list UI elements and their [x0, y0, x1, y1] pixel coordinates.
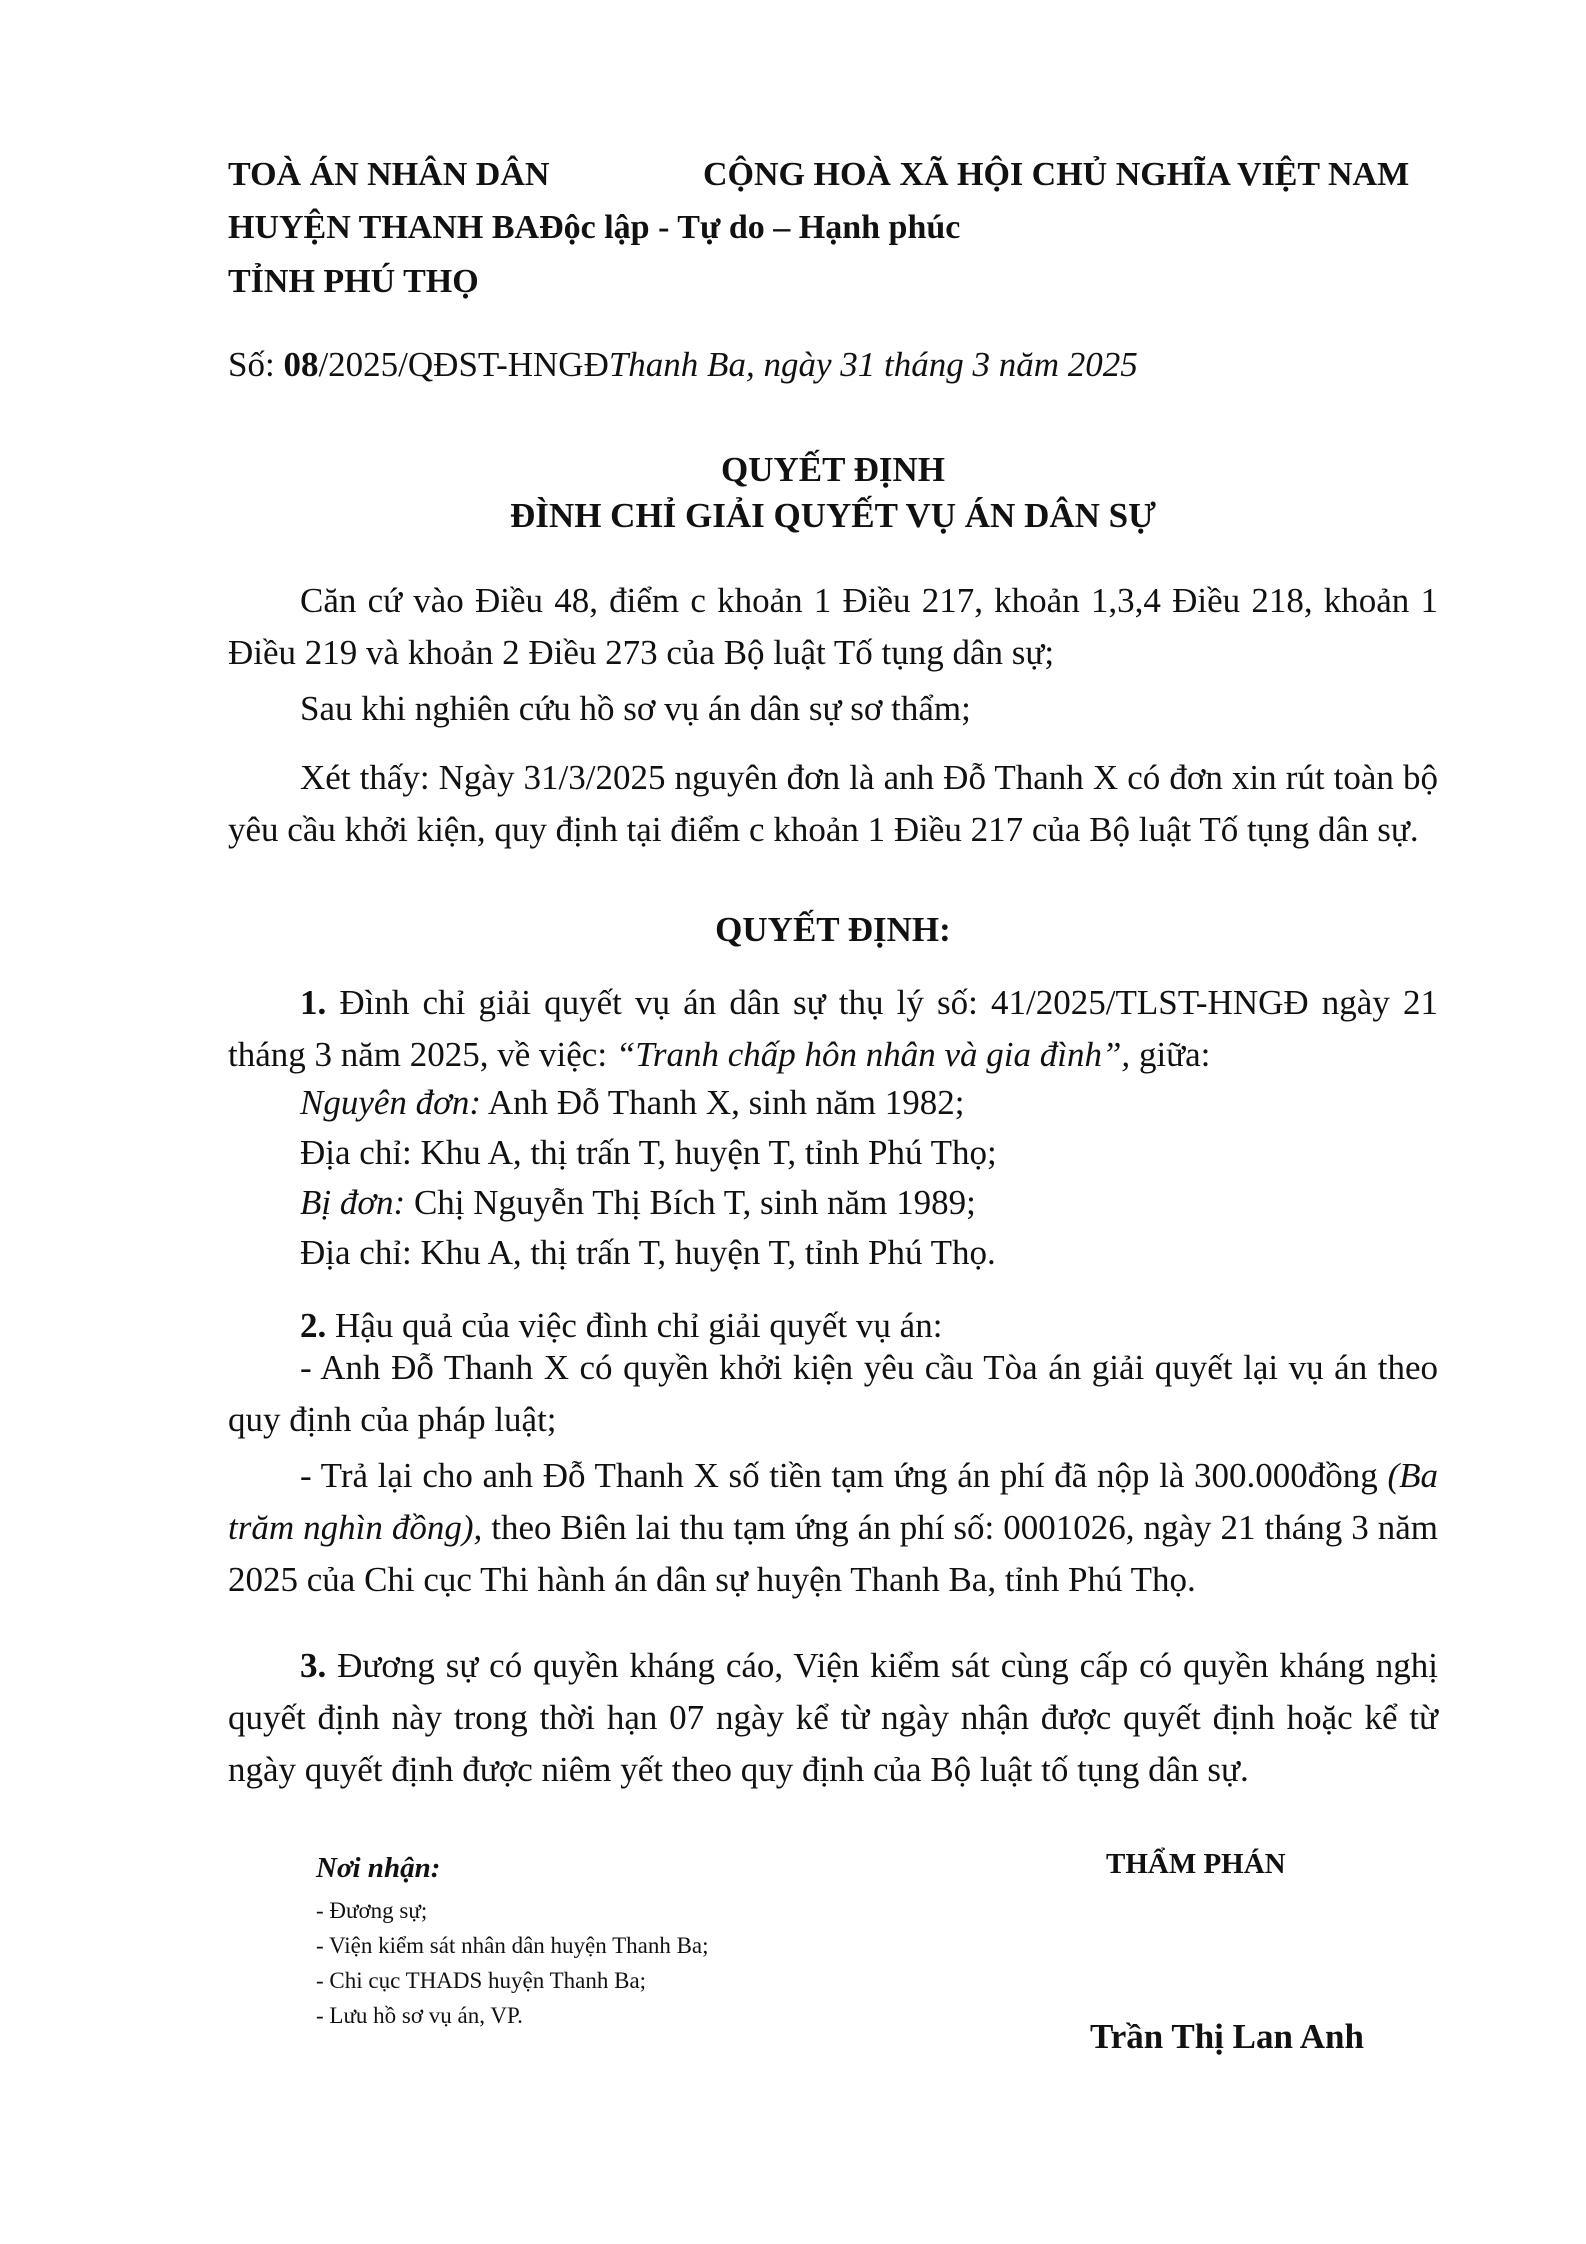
court-name: TOÀ ÁN NHÂN DÂN [228, 156, 550, 193]
national-motto: Độc lập - Tự do – Hạnh phúc [539, 209, 961, 246]
reference-line [228, 345, 1138, 385]
findings: Xét thấy: Ngày 31/3/2025 nguyên đơn là anh Đỗ Thanh X có đơn xin rút toàn bộ yêu cầu khởi kiện, quy định tại điểm c khoản 1 Điều 217 của Bộ luật Tố tụng dân sự. [228, 758, 1438, 849]
ref-code: /2025/QĐST-HNGĐ [318, 345, 609, 384]
recipient-item: - Viện kiểm sát nhân dân huyện Thanh Ba; [316, 1933, 709, 1958]
plaintiff-value: Anh Đỗ Thanh X, sinh năm 1982; [481, 1083, 965, 1122]
plaintiff-address: Địa chỉ: Khu A, thị trấn T, huyện T, tỉnh Phú Thọ; [300, 1133, 997, 1172]
decision-item-1 [228, 977, 1438, 1081]
item-1-number: 1. [300, 983, 327, 1022]
ref-number: 08 [283, 345, 319, 384]
item-1-tail: giữa: [1130, 1035, 1211, 1074]
consequence-2-tail: theo Biên lai thu tạm ứng án phí số: 0001026, ngày 21 tháng 3 năm 2025 của Chi cục Thi hành án dân sự huyện Thanh Ba, tỉnh Phú Thọ. [228, 1508, 1438, 1599]
consequence-2 [228, 1450, 1438, 1606]
item-1-text: Đình chỉ giải quyết vụ án dân sự thụ lý số: 41/2025/TLST-HNGĐ ngày 21 tháng 3 năm 2025, về việc: [228, 983, 1438, 1074]
defendant-value: Chị Nguyễn Thị Bích T, sinh năm 1989; [405, 1183, 976, 1222]
court-district-name: HUYỆN THANH BA [228, 209, 540, 246]
item-3-number: 3. [300, 1646, 327, 1685]
review-note: Sau khi nghiên cứu hồ sơ vụ án dân sự sơ thẩm; [300, 689, 971, 728]
decision-heading: QUYẾT ĐỊNH: [715, 910, 951, 949]
item-3-text: Đương sự có quyền kháng cáo, Viện kiểm sát cùng cấp có quyền kháng nghị quyết định này trong thời hạn 07 ngày kể từ ngày nhận được quyết định hoặc kể từ ngày quyết định được niêm yết theo quy định của Bộ luật tố tụng dân sự. [228, 1646, 1438, 1789]
recipient-item: - Chi cục THADS huyện Thanh Ba; [316, 1968, 647, 1993]
recipient-item: - Đương sự; [316, 1898, 428, 1923]
plaintiff-line [300, 1083, 965, 1123]
place-date: Thanh Ba, ngày 31 tháng 3 năm 2025 [608, 345, 1138, 384]
legal-basis: Căn cứ vào Điều 48, điểm c khoản 1 Điều 217, khoản 1,3,4 Điều 218, khoản 1 Điều 219 và khoản 2 Điều 273 của Bộ luật Tố tụng dân sự; [228, 581, 1438, 672]
item-1-case-type: “Tranh chấp hôn nhân và gia đình”, [615, 1035, 1131, 1074]
consequence-2-text: - Trả lại cho anh Đỗ Thanh X số tiền tạm ứng án phí đã nộp là 300.000đồng [300, 1456, 1388, 1495]
amount-in-words: (Ba trăm nghìn đồng), [228, 1456, 1438, 1547]
doc-subtitle: ĐÌNH CHỈ GIẢI QUYẾT VỤ ÁN DÂN SỰ [510, 496, 1156, 535]
defendant-address: Địa chỉ: Khu A, thị trấn T, huyện T, tỉnh Phú Thọ. [300, 1233, 996, 1272]
decision-item-3 [228, 1640, 1438, 1796]
item-2-number: 2. [300, 1306, 327, 1345]
court-province: TỈNH PHÚ THỌ [228, 263, 479, 300]
doc-title: QUYẾT ĐỊNH [721, 450, 945, 489]
plaintiff-label: Nguyên đơn: [300, 1083, 481, 1122]
recipients-title: Nơi nhận: [316, 1852, 441, 1884]
consequence-1: - Anh Đỗ Thanh X có quyền khởi kiện yêu cầu Tòa án giải quyết lại vụ án theo quy định của pháp luật; [228, 1348, 1438, 1439]
defendant-label: Bị đơn: [300, 1183, 406, 1222]
ref-label: Số: [228, 345, 284, 384]
recipient-item: - Lưu hồ sơ vụ án, VP. [316, 2003, 523, 2028]
national-title: CỘNG HOÀ XÃ HỘI CHỦ NGHĨA VIỆT NAM [703, 156, 1410, 193]
signer-role: THẨM PHÁN [1106, 1848, 1286, 1880]
item-2-text: Hậu quả của việc đình chỉ giải quyết vụ án: [326, 1306, 943, 1345]
court-district [228, 209, 960, 247]
signer-name: Trần Thị Lan Anh [1090, 2017, 1364, 2056]
defendant-line [300, 1183, 976, 1223]
